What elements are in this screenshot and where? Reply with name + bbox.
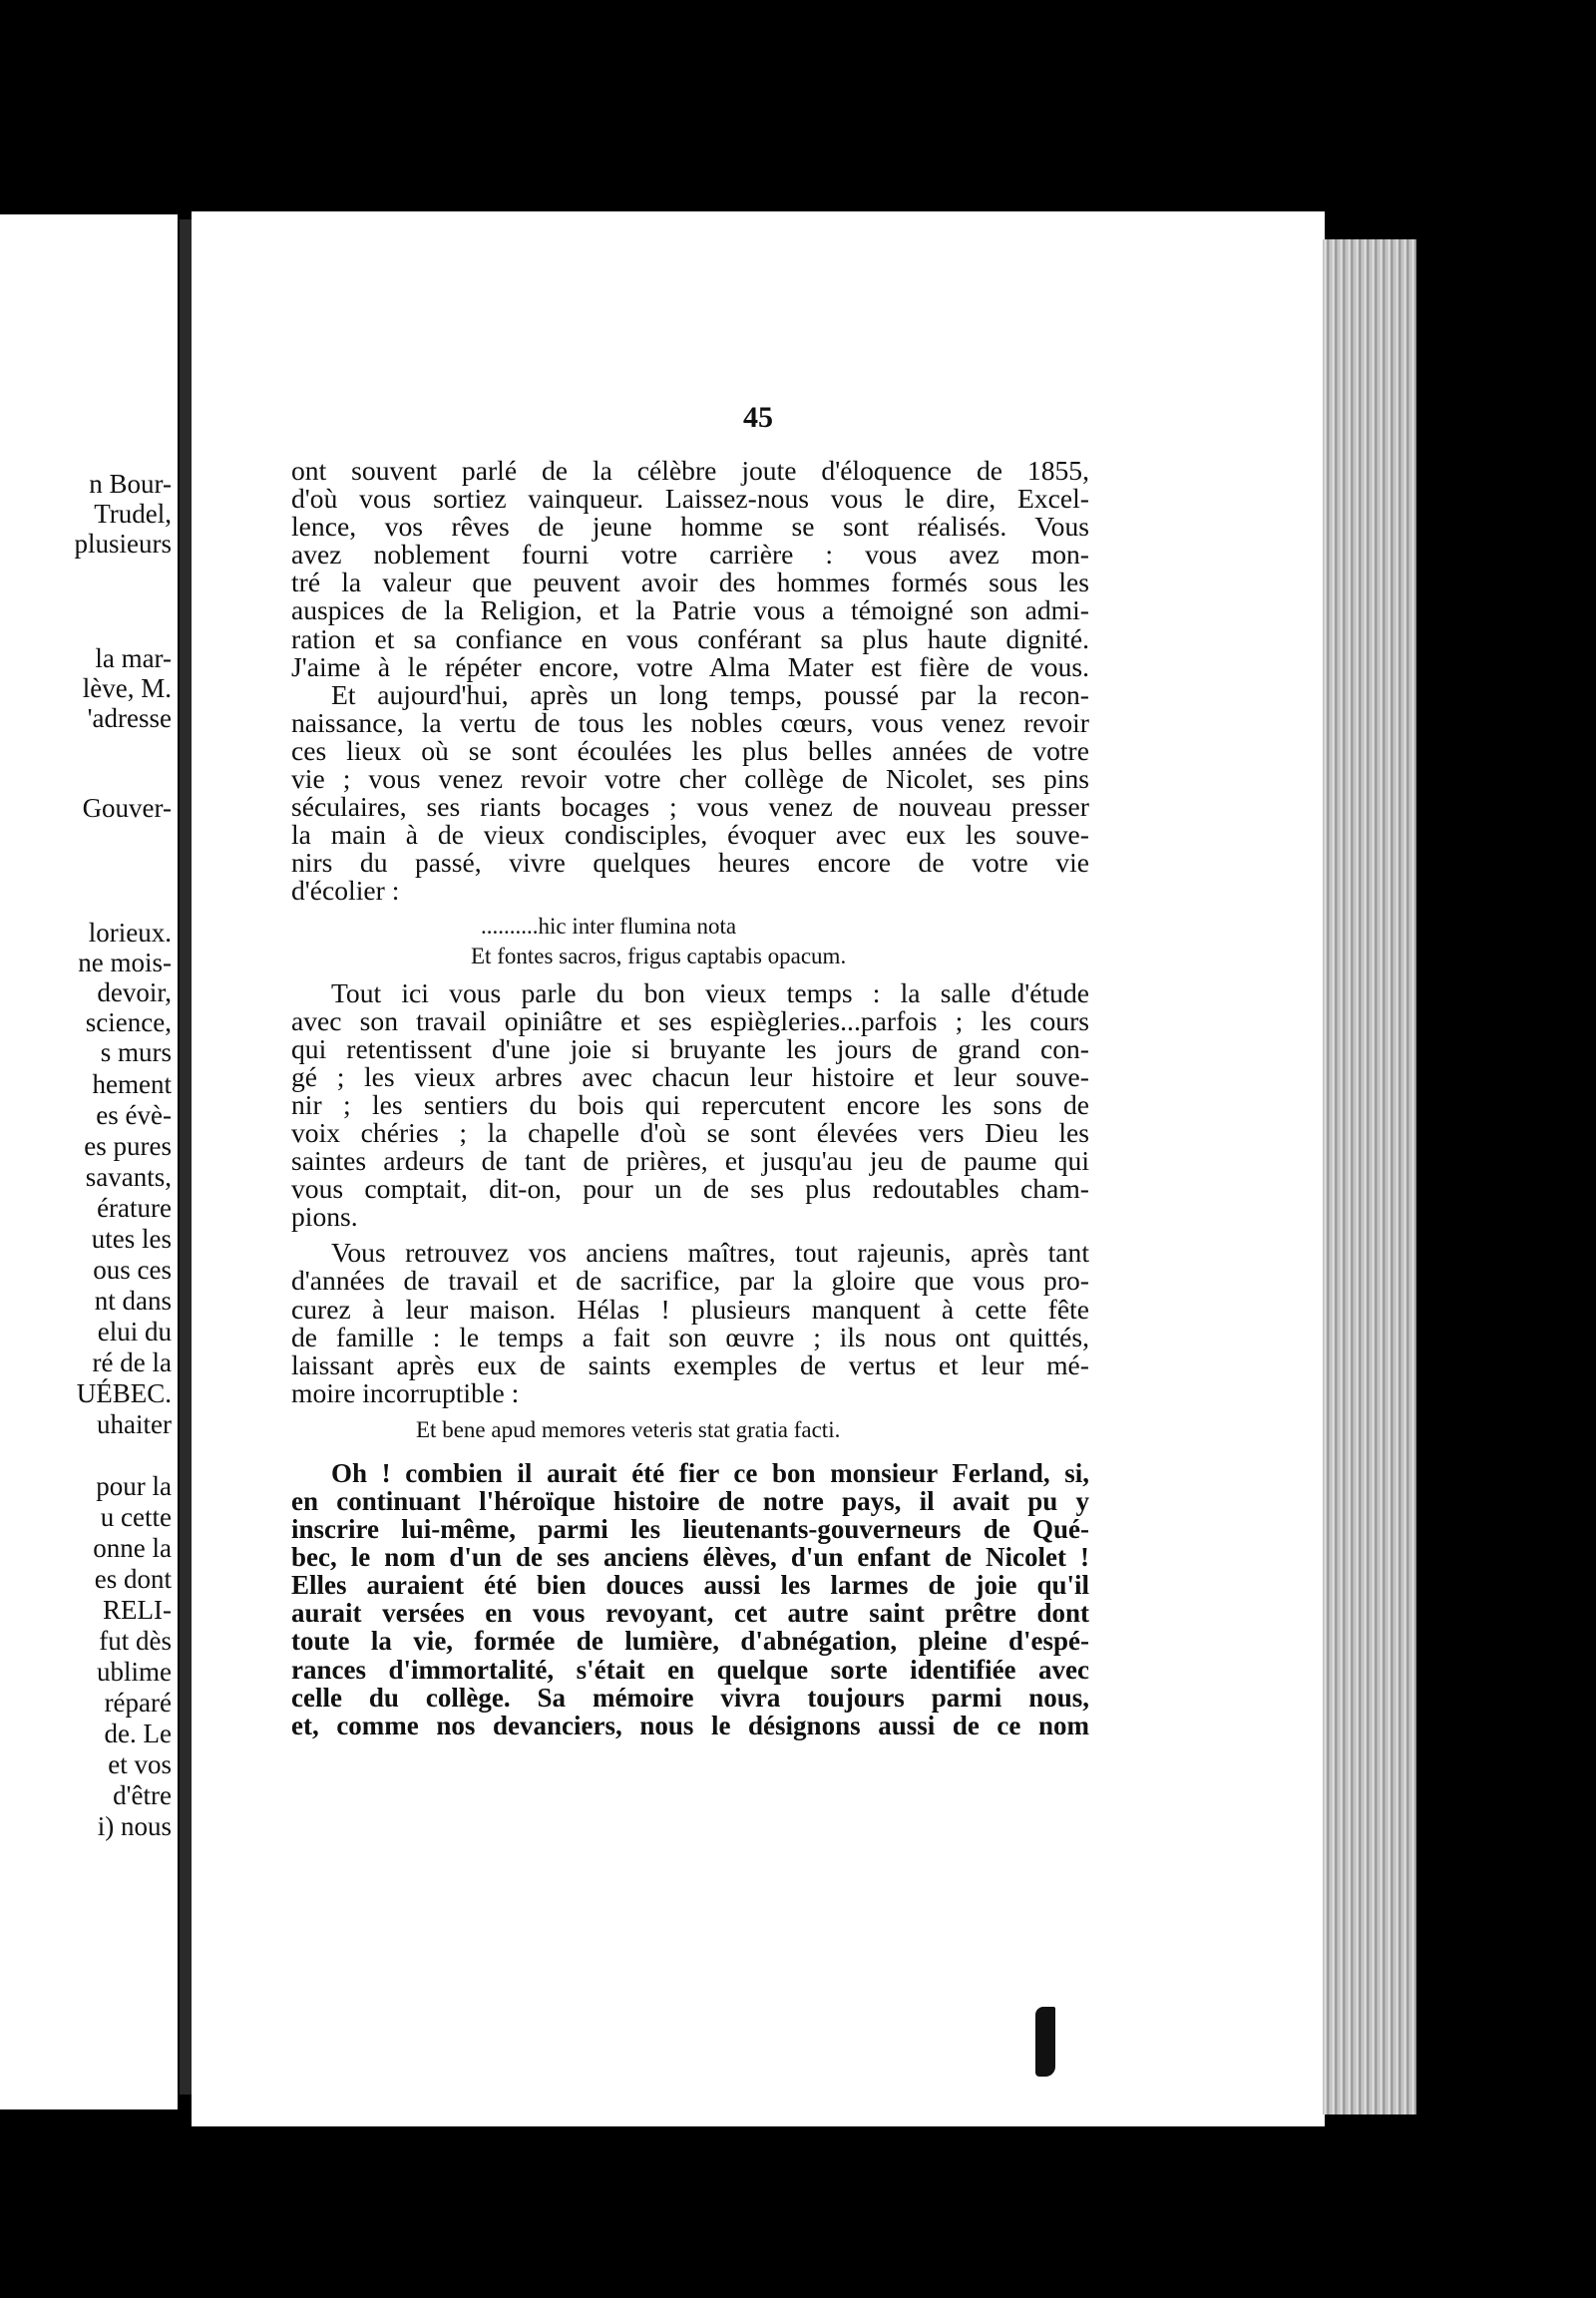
left-page-line: ré de la bbox=[92, 1347, 172, 1377]
paragraph-5 bbox=[291, 1459, 1089, 1739]
quote-line: Et bene apud memores veteris stat gratia facti. bbox=[416, 1416, 841, 1442]
text-line: Vous retrouvez vos anciens maîtres, tout rajeunis, après tant bbox=[331, 1237, 1089, 1269]
text-line: Oh ! combien il aurait été fier ce bon monsieur Ferland, si, bbox=[331, 1457, 1089, 1488]
left-page-line: pour la bbox=[96, 1471, 172, 1501]
left-page-line: lorieux. bbox=[88, 918, 172, 948]
text-line: curez à leur maison. Hélas ! plusieurs manquent à cette fête bbox=[291, 1293, 1089, 1325]
left-page-line: ne mois- bbox=[78, 948, 172, 977]
text-line: nir ; les sentiers du bois qui repercutent encore les sons de bbox=[291, 1088, 1089, 1120]
left-page-line: i) nous bbox=[97, 1811, 172, 1841]
text-line: d'où vous sortiez vainqueur. Laissez-nous vous le dire, Excel- bbox=[291, 483, 1089, 515]
text-line: Elles auraient été bien douces aussi les larmes de joie qu'il bbox=[291, 1570, 1089, 1601]
gutter-shadow bbox=[180, 219, 192, 2095]
text-line: et, comme nos devanciers, nous le désignons aussi de ce nom bbox=[291, 1710, 1089, 1740]
left-page-line: elui du bbox=[97, 1317, 172, 1346]
text-line: rances d'immortalité, s'était en quelque sorte identifiée avec bbox=[291, 1654, 1089, 1685]
left-page-line: érature bbox=[97, 1193, 172, 1223]
right-page bbox=[192, 211, 1325, 2126]
text-block bbox=[291, 457, 1089, 1739]
text-line: qui retentissent d'une joie si bruyante les jours de grand con- bbox=[291, 1032, 1089, 1064]
text-line: séculaires, ses riants bocages ; vous venez de nouveau presser bbox=[291, 791, 1089, 823]
quote-line: Et fontes sacros, frigus captabis opacum. bbox=[471, 943, 847, 968]
left-page-line: ous ces bbox=[93, 1255, 172, 1285]
left-page-line: utes les bbox=[91, 1224, 172, 1254]
left-page-line: d'être bbox=[113, 1780, 172, 1810]
text-line: auspices de la Religion, et la Patrie vous a témoigné son admi- bbox=[291, 594, 1089, 626]
text-line: vie ; vous venez revoir votre cher collège de Nicolet, ses pins bbox=[291, 763, 1089, 795]
text-line: moire incorruptible : bbox=[291, 1376, 520, 1408]
left-page-line: u cette bbox=[100, 1502, 172, 1532]
left-page-line: es pures bbox=[84, 1131, 172, 1161]
left-page-line: de. Le bbox=[104, 1719, 172, 1748]
quote-line: ..........hic inter flumina nota bbox=[481, 913, 737, 939]
text-line: la main à de vieux condisciples, évoquer avec eux les souve- bbox=[291, 819, 1089, 851]
text-line: aurait versées en vous revoyant, cet autre saint prêtre dont bbox=[291, 1598, 1089, 1629]
left-page-line: ublime bbox=[97, 1657, 172, 1687]
page-edge-stack bbox=[1323, 239, 1416, 2114]
left-page-line: lève, M. bbox=[82, 673, 172, 703]
left-page-line: s murs bbox=[100, 1037, 172, 1067]
left-page-line: nt dans bbox=[94, 1286, 172, 1316]
text-line: d'écolier : bbox=[291, 875, 400, 907]
text-line: naissance, la vertu de tous les nobles cœurs, vous venez revoir bbox=[291, 706, 1089, 738]
left-page-line: la mar- bbox=[95, 643, 172, 673]
ink-smudge bbox=[1035, 2007, 1055, 2077]
text-line: saintes ardeurs de tant de prières, et jusqu'au jeu de paume qui bbox=[291, 1145, 1089, 1177]
left-page bbox=[0, 214, 178, 2109]
text-line: d'années de travail et de sacrifice, par la gloire que vous pro- bbox=[291, 1265, 1089, 1297]
text-line: bec, le nom d'un de ses anciens élèves, d'un enfant de Nicolet ! bbox=[291, 1542, 1089, 1573]
text-line: pions. bbox=[291, 1201, 358, 1233]
text-line: inscrire lui-même, parmi les lieutenants-gouverneurs de Qué- bbox=[291, 1514, 1089, 1545]
text-line: celle du collège. Sa mémoire vivra toujours parmi nous, bbox=[291, 1682, 1089, 1713]
left-page-line: Gouver- bbox=[82, 793, 172, 823]
text-line: en continuant l'héroïque histoire de notre pays, il avait pu y bbox=[291, 1486, 1089, 1516]
left-page-line: réparé bbox=[104, 1688, 172, 1718]
left-page-line: hement bbox=[92, 1069, 172, 1099]
text-line: ont souvent parlé de la célèbre joute d'éloquence de 1855, bbox=[291, 455, 1089, 486]
paragraph-1 bbox=[291, 457, 1089, 681]
left-page-line: Trudel, bbox=[94, 499, 172, 529]
text-line: tré la valeur que peuvent avoir des hommes formés sous les bbox=[291, 567, 1089, 598]
text-line: voix chéries ; la chapelle d'où se sont élevées vers Dieu les bbox=[291, 1116, 1089, 1148]
text-line: de famille : le temps a fait son œuvre ; ils nous ont quittés, bbox=[291, 1321, 1089, 1352]
left-page-line: n Bour- bbox=[89, 469, 172, 499]
left-page-line: onne la bbox=[93, 1533, 172, 1563]
text-line: Et aujourd'hui, après un long temps, poussé par la recon- bbox=[331, 678, 1089, 710]
text-line: ces lieux où se sont écoulées les plus belles années de votre bbox=[291, 734, 1089, 766]
text-line: vous comptait, dit-on, pour un de ses plus redoutables cham- bbox=[291, 1173, 1089, 1205]
text-line: lence, vos rêves de jeune homme se sont réalisés. Vous bbox=[291, 511, 1089, 543]
text-line: avec son travail opiniâtre et ses espiègleries...parfois ; les cours bbox=[291, 1004, 1089, 1036]
left-page-line: plusieurs bbox=[74, 529, 172, 559]
left-page-line: es dont bbox=[94, 1564, 172, 1594]
page-number: 45 bbox=[743, 401, 773, 434]
latin-quote-2 bbox=[291, 1415, 1089, 1445]
latin-quote-1 bbox=[291, 912, 1089, 971]
text-line: toute la vie, formée de lumière, d'abnégation, pleine d'espé- bbox=[291, 1626, 1089, 1657]
left-page-line: savants, bbox=[85, 1162, 172, 1192]
paragraph-4 bbox=[291, 1239, 1089, 1407]
left-page-line: et vos bbox=[108, 1749, 172, 1779]
left-page-line: fut dès bbox=[99, 1626, 172, 1656]
paragraph-2 bbox=[291, 678, 1089, 907]
text-line: J'aime à le répéter encore, votre Alma Mater est fière de vous. bbox=[291, 650, 1089, 682]
left-page-line: RELI- bbox=[103, 1595, 172, 1625]
left-page-line: devoir, bbox=[97, 977, 172, 1007]
text-line: gé ; les vieux arbres avec chacun leur histoire et leur souve- bbox=[291, 1060, 1089, 1092]
text-line: nirs du passé, vivre quelques heures encore de votre vie bbox=[291, 847, 1089, 879]
text-line: laissant après eux de saints exemples de vertus et leur mé- bbox=[291, 1348, 1089, 1380]
left-page-line: uhaiter bbox=[97, 1409, 172, 1439]
paragraph-3 bbox=[291, 976, 1089, 1233]
text-line: ration et sa confiance en vous conférant sa plus haute dignité. bbox=[291, 622, 1089, 654]
left-page-line: es évè- bbox=[96, 1100, 172, 1130]
text-line: Tout ici vous parle du bon vieux temps : la salle d'étude bbox=[331, 976, 1089, 1008]
left-page-line: UÉBEC. bbox=[76, 1378, 172, 1408]
left-page-line: 'adresse bbox=[87, 703, 172, 733]
text-line: avez noblement fourni votre carrière : vous avez mon- bbox=[291, 539, 1089, 571]
left-page-line: science, bbox=[85, 1007, 172, 1037]
